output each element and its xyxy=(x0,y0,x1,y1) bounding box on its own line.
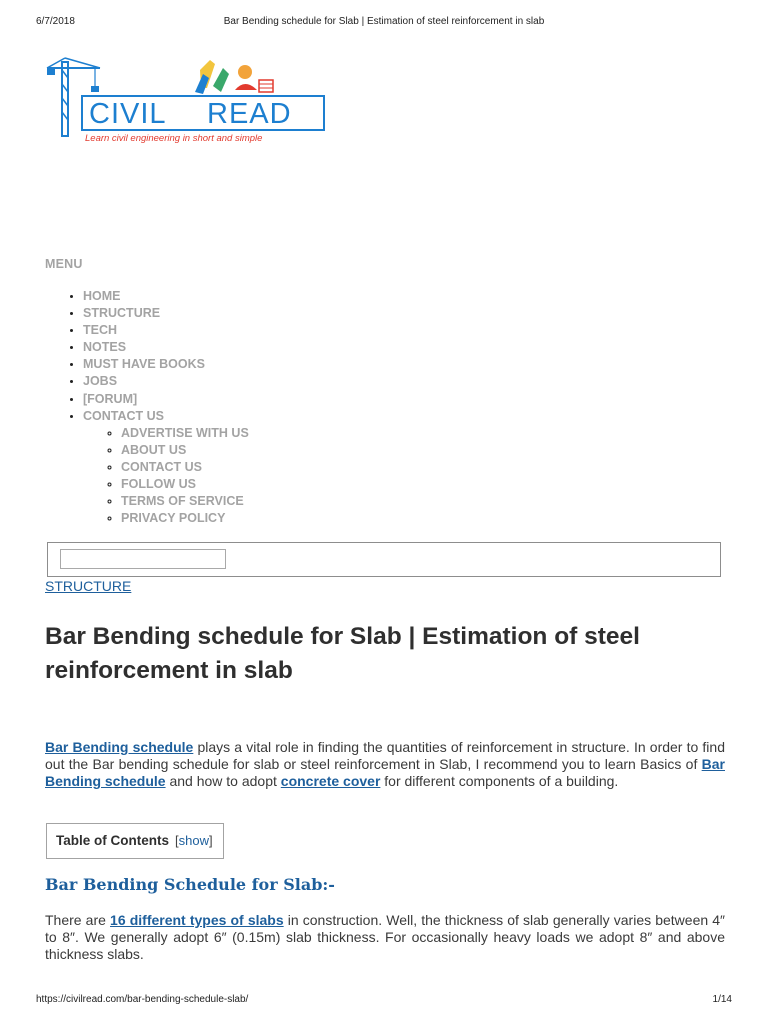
logo-wordmark xyxy=(81,95,325,131)
para2-text-2: in construction. Well, the thickness of slab generally varies between 4″ to 8″. We generally adopt 6″ (0.15m) slab thickness. For occasionally heavy loads we adopt 8″ and above thickness slabs. xyxy=(45,912,725,963)
menu-label: MENU xyxy=(45,257,83,271)
toc-bracket-close: ] xyxy=(208,833,213,848)
contact-submenu xyxy=(83,425,249,528)
intro-text-1: plays a vital role in finding the quantities of reinforcement in structure. In order to find out the Bar bending schedule for slab or steel reinforcement in Slab, I recommend you to learn Basics of xyxy=(45,739,725,773)
toc-title: Table of Contents xyxy=(56,833,169,848)
table-of-contents xyxy=(46,823,224,859)
print-url: https://civilread.com/bar-bending-schedule-slab/ xyxy=(36,994,249,1005)
nav-item-jobs[interactable]: • JOBS xyxy=(83,373,249,390)
nav-item-notes[interactable]: • NOTES xyxy=(83,339,249,356)
main-nav xyxy=(45,288,249,526)
link-types-of-slabs[interactable]: 16 different types of slabs xyxy=(110,912,284,928)
logo-word-civil: CIVIL xyxy=(89,98,167,130)
logo-word-read: READ xyxy=(207,98,292,130)
link-bar-bending-schedule-basics[interactable]: Bar Bending schedule xyxy=(45,756,725,790)
nav-item-structure[interactable]: • STRUCTURE xyxy=(83,305,249,322)
subnav-item-follow-us[interactable]: ◦ FOLLOW US xyxy=(121,476,249,493)
subnav-item-advertise[interactable]: ◦ ADVERTISE WITH US xyxy=(121,425,249,442)
logo-tagline: Learn civil engineering in short and simple xyxy=(85,133,263,144)
para2-text-1: There are xyxy=(45,912,111,928)
subnav-item-about-us[interactable]: ◦ ABOUT US xyxy=(121,442,249,459)
toc-bracket-open: [ xyxy=(175,833,179,848)
intro-text-2: and how to adopt xyxy=(165,773,281,790)
toc-show-link[interactable]: show xyxy=(178,833,209,848)
print-page-number: 1/14 xyxy=(712,994,732,1005)
nav-item-contact-us-label[interactable]: CONTACT US xyxy=(83,408,165,423)
nav-item-must-have-books[interactable]: • MUST HAVE BOOKS xyxy=(83,356,249,373)
print-footer xyxy=(36,994,732,1008)
intro-paragraph xyxy=(45,739,725,791)
print-doc-title: Bar Bending schedule for Slab | Estimation of steel reinforcement in slab xyxy=(223,16,545,27)
subnav-item-contact-us[interactable]: ◦ CONTACT US xyxy=(121,459,249,476)
site-logo[interactable] xyxy=(45,54,292,150)
nav-item-tech[interactable]: • TECH xyxy=(83,322,249,339)
intro-text-3: for different components of a building. xyxy=(380,773,619,790)
subnav-item-privacy[interactable]: ◦ PRIVACY POLICY xyxy=(121,510,249,527)
subnav-item-terms[interactable]: ◦ TERMS OF SERVICE xyxy=(121,493,249,510)
slab-types-paragraph xyxy=(45,912,725,964)
search-bar xyxy=(47,542,721,577)
nav-item-forum[interactable]: • [FORUM] xyxy=(83,391,249,408)
toc-toggle xyxy=(175,833,213,848)
nav-item-contact-us[interactable] xyxy=(83,408,249,526)
search-input[interactable] xyxy=(60,549,226,569)
link-concrete-cover[interactable]: concrete cover xyxy=(280,773,381,790)
section-heading: Bar Bending Schedule for Slab:- xyxy=(45,875,335,894)
nav-item-home[interactable]: • HOME xyxy=(83,288,249,305)
link-bar-bending-schedule[interactable]: Bar Bending schedule xyxy=(45,739,194,755)
article-title: Bar Bending schedule for Slab | Estimation of steel reinforcement in slab xyxy=(45,623,640,684)
category-link-structure[interactable]: STRUCTURE xyxy=(45,578,132,594)
print-header xyxy=(36,16,732,30)
print-date: 6/7/2018 xyxy=(36,16,75,27)
